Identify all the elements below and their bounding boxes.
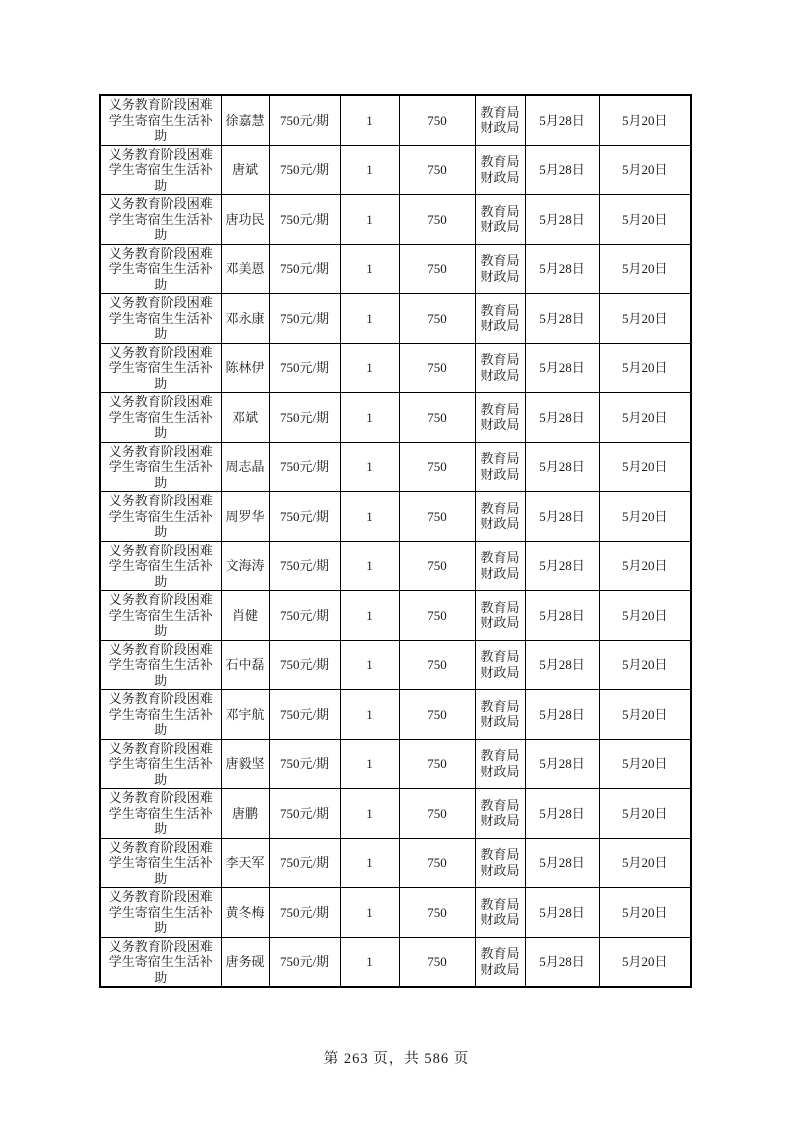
cell-standard: 750元/期 [269, 492, 340, 542]
cell-publish_date: 5月28日 [525, 789, 599, 839]
cell-grant_date: 5月20日 [599, 195, 691, 245]
table-row [100, 838, 691, 888]
cell-grant_date: 5月20日 [599, 541, 691, 591]
cell-project: 义务教育阶段困难学生寄宿生生活补助 [100, 442, 221, 492]
table-row [100, 442, 691, 492]
cell-quantity: 1 [340, 442, 399, 492]
cell-department: 教育局财政局 [475, 640, 525, 690]
cell-department: 教育局财政局 [475, 294, 525, 344]
cell-project: 义务教育阶段困难学生寄宿生生活补助 [100, 937, 221, 987]
cell-quantity: 1 [340, 343, 399, 393]
cell-department: 教育局财政局 [475, 195, 525, 245]
table-row [100, 244, 691, 294]
table-row [100, 739, 691, 789]
cell-name: 周罗华 [221, 492, 269, 542]
cell-publish_date: 5月28日 [525, 393, 599, 443]
cell-name: 徐嘉慧 [221, 95, 269, 145]
cell-standard: 750元/期 [269, 393, 340, 443]
cell-grant_date: 5月20日 [599, 838, 691, 888]
cell-amount: 750 [399, 541, 475, 591]
cell-standard: 750元/期 [269, 838, 340, 888]
cell-quantity: 1 [340, 937, 399, 987]
cell-project: 义务教育阶段困难学生寄宿生生活补助 [100, 244, 221, 294]
cell-amount: 750 [399, 294, 475, 344]
cell-amount: 750 [399, 195, 475, 245]
cell-name: 周志晶 [221, 442, 269, 492]
cell-grant_date: 5月20日 [599, 393, 691, 443]
cell-quantity: 1 [340, 492, 399, 542]
cell-standard: 750元/期 [269, 541, 340, 591]
cell-publish_date: 5月28日 [525, 541, 599, 591]
cell-department: 教育局财政局 [475, 393, 525, 443]
cell-department: 教育局财政局 [475, 591, 525, 641]
cell-name: 邓美恩 [221, 244, 269, 294]
cell-quantity: 1 [340, 640, 399, 690]
cell-department: 教育局财政局 [475, 145, 525, 195]
cell-name: 唐功民 [221, 195, 269, 245]
cell-publish_date: 5月28日 [525, 937, 599, 987]
table-row [100, 145, 691, 195]
cell-amount: 750 [399, 393, 475, 443]
cell-standard: 750元/期 [269, 789, 340, 839]
cell-standard: 750元/期 [269, 690, 340, 740]
cell-publish_date: 5月28日 [525, 492, 599, 542]
table-row [100, 937, 691, 987]
cell-name: 邓永康 [221, 294, 269, 344]
cell-amount: 750 [399, 888, 475, 938]
cell-project: 义务教育阶段困难学生寄宿生生活补助 [100, 888, 221, 938]
cell-quantity: 1 [340, 838, 399, 888]
cell-amount: 750 [399, 640, 475, 690]
table-row [100, 541, 691, 591]
cell-name: 李天军 [221, 838, 269, 888]
cell-amount: 750 [399, 442, 475, 492]
cell-grant_date: 5月20日 [599, 591, 691, 641]
cell-standard: 750元/期 [269, 145, 340, 195]
cell-publish_date: 5月28日 [525, 95, 599, 145]
cell-project: 义务教育阶段困难学生寄宿生生活补助 [100, 393, 221, 443]
cell-project: 义务教育阶段困难学生寄宿生生活补助 [100, 789, 221, 839]
cell-grant_date: 5月20日 [599, 937, 691, 987]
cell-project: 义务教育阶段困难学生寄宿生生活补助 [100, 195, 221, 245]
cell-department: 教育局财政局 [475, 739, 525, 789]
cell-quantity: 1 [340, 789, 399, 839]
cell-publish_date: 5月28日 [525, 442, 599, 492]
cell-publish_date: 5月28日 [525, 343, 599, 393]
cell-publish_date: 5月28日 [525, 195, 599, 245]
cell-project: 义务教育阶段困难学生寄宿生生活补助 [100, 343, 221, 393]
cell-standard: 750元/期 [269, 739, 340, 789]
table-row [100, 640, 691, 690]
cell-department: 教育局财政局 [475, 95, 525, 145]
cell-department: 教育局财政局 [475, 690, 525, 740]
cell-standard: 750元/期 [269, 937, 340, 987]
cell-amount: 750 [399, 838, 475, 888]
cell-quantity: 1 [340, 195, 399, 245]
cell-department: 教育局财政局 [475, 789, 525, 839]
cell-project: 义务教育阶段困难学生寄宿生生活补助 [100, 492, 221, 542]
cell-grant_date: 5月20日 [599, 145, 691, 195]
cell-publish_date: 5月28日 [525, 591, 599, 641]
cell-project: 义务教育阶段困难学生寄宿生生活补助 [100, 145, 221, 195]
table-row [100, 591, 691, 641]
subsidy-table [99, 94, 692, 988]
cell-department: 教育局财政局 [475, 888, 525, 938]
cell-name: 唐斌 [221, 145, 269, 195]
cell-publish_date: 5月28日 [525, 739, 599, 789]
cell-amount: 750 [399, 145, 475, 195]
cell-grant_date: 5月20日 [599, 294, 691, 344]
cell-name: 唐毅坚 [221, 739, 269, 789]
page-number-footer: 第 263 页，共 586 页 [323, 1051, 470, 1067]
cell-standard: 750元/期 [269, 591, 340, 641]
cell-amount: 750 [399, 690, 475, 740]
cell-quantity: 1 [340, 294, 399, 344]
cell-amount: 750 [399, 244, 475, 294]
cell-project: 义务教育阶段困难学生寄宿生生活补助 [100, 640, 221, 690]
cell-department: 教育局财政局 [475, 838, 525, 888]
cell-name: 唐务砚 [221, 937, 269, 987]
cell-name: 石中磊 [221, 640, 269, 690]
cell-amount: 750 [399, 789, 475, 839]
cell-standard: 750元/期 [269, 442, 340, 492]
subsidy-table-body [100, 95, 691, 987]
cell-grant_date: 5月20日 [599, 244, 691, 294]
cell-publish_date: 5月28日 [525, 145, 599, 195]
cell-standard: 750元/期 [269, 343, 340, 393]
cell-amount: 750 [399, 343, 475, 393]
cell-quantity: 1 [340, 888, 399, 938]
cell-name: 黄冬梅 [221, 888, 269, 938]
cell-amount: 750 [399, 95, 475, 145]
cell-amount: 750 [399, 492, 475, 542]
cell-quantity: 1 [340, 739, 399, 789]
cell-publish_date: 5月28日 [525, 244, 599, 294]
table-row [100, 393, 691, 443]
cell-quantity: 1 [340, 541, 399, 591]
cell-project: 义务教育阶段困难学生寄宿生生活补助 [100, 294, 221, 344]
cell-quantity: 1 [340, 690, 399, 740]
cell-department: 教育局财政局 [475, 492, 525, 542]
cell-publish_date: 5月28日 [525, 888, 599, 938]
cell-standard: 750元/期 [269, 244, 340, 294]
cell-amount: 750 [399, 937, 475, 987]
cell-amount: 750 [399, 739, 475, 789]
table-row [100, 95, 691, 145]
cell-name: 唐鹏 [221, 789, 269, 839]
cell-grant_date: 5月20日 [599, 492, 691, 542]
table-row [100, 888, 691, 938]
cell-quantity: 1 [340, 244, 399, 294]
cell-project: 义务教育阶段困难学生寄宿生生活补助 [100, 690, 221, 740]
cell-department: 教育局财政局 [475, 442, 525, 492]
cell-project: 义务教育阶段困难学生寄宿生生活补助 [100, 739, 221, 789]
cell-publish_date: 5月28日 [525, 838, 599, 888]
cell-project: 义务教育阶段困难学生寄宿生生活补助 [100, 95, 221, 145]
cell-grant_date: 5月20日 [599, 95, 691, 145]
cell-department: 教育局财政局 [475, 244, 525, 294]
cell-publish_date: 5月28日 [525, 294, 599, 344]
cell-grant_date: 5月20日 [599, 789, 691, 839]
cell-project: 义务教育阶段困难学生寄宿生生活补助 [100, 541, 221, 591]
cell-publish_date: 5月28日 [525, 690, 599, 740]
cell-department: 教育局财政局 [475, 937, 525, 987]
cell-name: 肖健 [221, 591, 269, 641]
table-row [100, 294, 691, 344]
cell-grant_date: 5月20日 [599, 739, 691, 789]
table-row [100, 690, 691, 740]
cell-amount: 750 [399, 591, 475, 641]
table-row [100, 195, 691, 245]
cell-standard: 750元/期 [269, 640, 340, 690]
cell-standard: 750元/期 [269, 294, 340, 344]
cell-grant_date: 5月20日 [599, 690, 691, 740]
cell-project: 义务教育阶段困难学生寄宿生生活补助 [100, 591, 221, 641]
table-row [100, 492, 691, 542]
cell-grant_date: 5月20日 [599, 343, 691, 393]
cell-quantity: 1 [340, 393, 399, 443]
cell-department: 教育局财政局 [475, 343, 525, 393]
cell-name: 邓宇航 [221, 690, 269, 740]
cell-quantity: 1 [340, 591, 399, 641]
cell-name: 陈林伊 [221, 343, 269, 393]
cell-quantity: 1 [340, 95, 399, 145]
cell-name: 文海涛 [221, 541, 269, 591]
table-row [100, 789, 691, 839]
cell-standard: 750元/期 [269, 888, 340, 938]
cell-grant_date: 5月20日 [599, 442, 691, 492]
cell-standard: 750元/期 [269, 195, 340, 245]
table-row [100, 343, 691, 393]
cell-quantity: 1 [340, 145, 399, 195]
cell-project: 义务教育阶段困难学生寄宿生生活补助 [100, 838, 221, 888]
cell-standard: 750元/期 [269, 95, 340, 145]
cell-name: 邓斌 [221, 393, 269, 443]
cell-publish_date: 5月28日 [525, 640, 599, 690]
cell-grant_date: 5月20日 [599, 640, 691, 690]
cell-grant_date: 5月20日 [599, 888, 691, 938]
cell-department: 教育局财政局 [475, 541, 525, 591]
